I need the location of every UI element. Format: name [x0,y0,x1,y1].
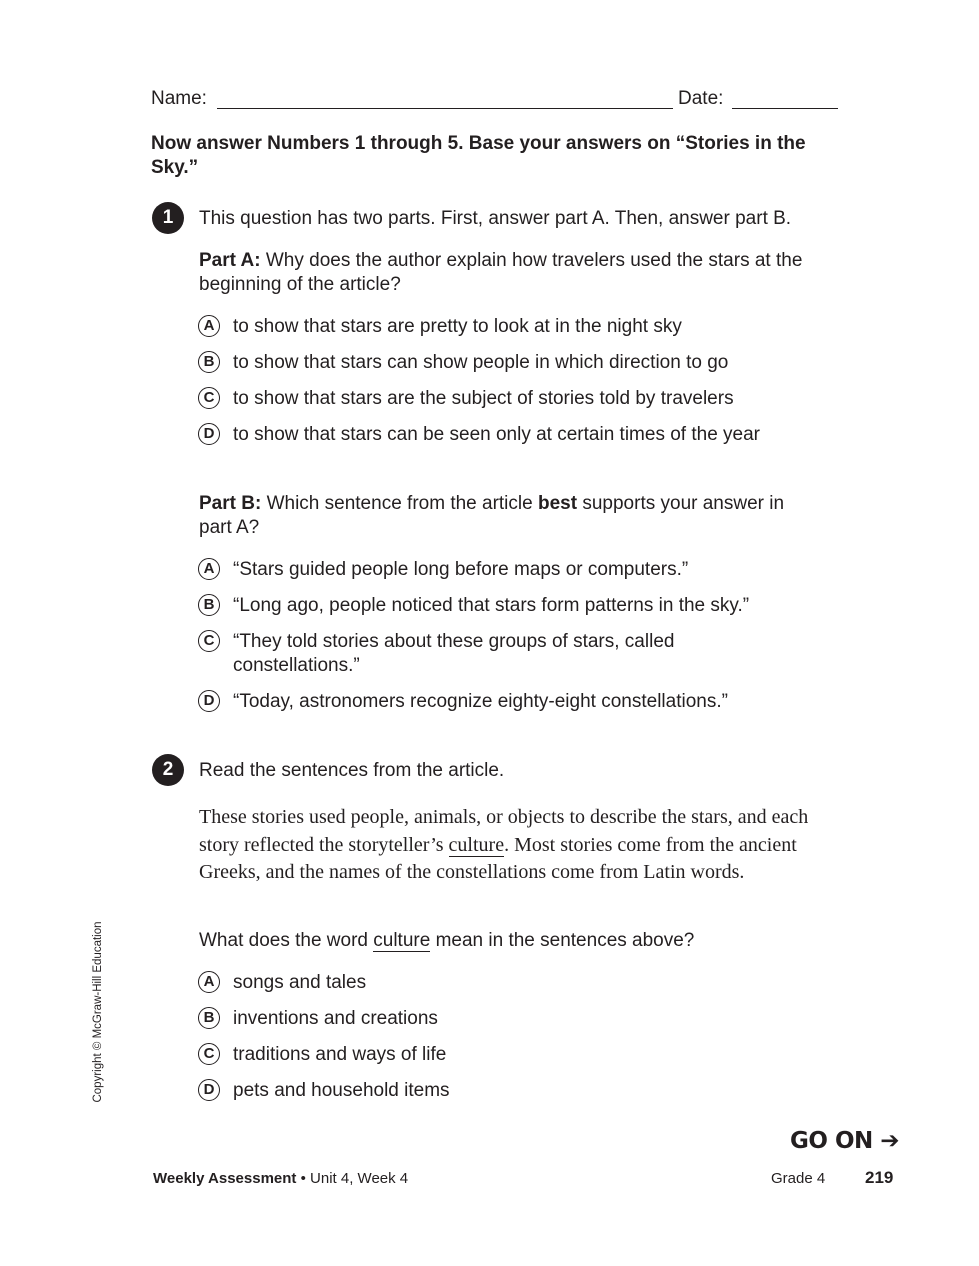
prompt-start: What does the word [199,930,368,951]
go-on-text: GO ON [790,1128,873,1154]
unit-week: Unit 4, Week 4 [310,1170,409,1187]
underlined-word: culture [448,833,505,856]
option-text: inventions and creations [233,1008,438,1029]
option-text: “They told stories about these groups of stars, called constellations.” [233,631,675,676]
q1b-option-a[interactable] [198,558,818,582]
option-text: “Long ago, people noticed that stars form patterns in the sky.” [233,595,750,616]
question-2-prompt [199,929,819,953]
answer-bubble-b[interactable]: B [198,594,220,616]
option-text: traditions and ways of life [233,1044,447,1065]
question-2-number: 2 [152,754,184,786]
q1b-option-b[interactable] [198,594,818,618]
question-1-part-b [199,492,819,540]
name-label: Name: [151,88,207,109]
part-b-question-start: Which sentence from the article [266,493,533,514]
q1a-option-b[interactable] [198,351,818,375]
q1b-option-c[interactable] [198,630,708,678]
q1b-option-d[interactable] [198,690,818,714]
answer-bubble-a[interactable]: A [198,971,220,993]
excerpt-start: These stories used people, animals, or objects to describe the stars, and each story reflected the storyteller’s [199,806,809,856]
underlined-word: culture [373,930,431,951]
answer-bubble-c[interactable]: C [198,387,220,409]
option-text: to show that stars are the subject of stories told by travelers [233,388,734,409]
option-text: to show that stars can show people in which direction to go [233,352,729,373]
q2-option-b[interactable] [198,1007,818,1031]
q1a-option-d[interactable] [198,423,818,447]
q1a-option-a[interactable] [198,315,818,339]
part-a-label: Part A: [199,250,261,271]
option-text: to show that stars can be seen only at certain times of the year [233,424,760,445]
excerpt-end: . Most stories come from the ancient Greeks, and the names of the constellations come from Latin words. [199,833,797,883]
article-excerpt [199,804,809,887]
page-number: 219 [865,1168,894,1187]
answer-bubble-c[interactable]: C [198,1043,220,1065]
option-text: to show that stars are pretty to look at in the night sky [233,316,682,337]
part-b-question-end: supports your answer in part A? [199,493,785,538]
answer-bubble-d[interactable]: D [198,423,220,445]
question-1-part-a [199,249,819,297]
answer-bubble-b[interactable]: B [198,1007,220,1029]
answer-bubble-b[interactable]: B [198,351,220,373]
part-a-question: Why does the author explain how travelers used the stars at the beginning of the article? [199,250,803,295]
copyright-notice: Copyright © McGraw-Hill Education [92,921,104,1103]
date-field[interactable] [732,108,838,109]
name-field[interactable] [217,108,673,109]
answer-bubble-d[interactable]: D [198,1079,220,1101]
option-text: pets and household items [233,1080,450,1101]
question-1-number: 1 [152,202,184,234]
answer-bubble-a[interactable]: A [198,315,220,337]
separator: • [300,1170,306,1187]
option-text: songs and tales [233,972,367,993]
q2-option-a[interactable] [198,971,818,995]
question-1-intro: This question has two parts. First, answer part A. Then, answer part B. [199,208,792,229]
right-arrow-icon: ➔ [880,1128,900,1154]
assessment-title: Weekly Assessment [153,1170,297,1187]
answer-bubble-c[interactable]: C [198,630,220,652]
part-b-emphasis: best [537,493,578,514]
date-label: Date: [678,88,724,109]
instructions: Now answer Numbers 1 through 5. Base your answers on “Stories in the Sky.” [151,133,806,178]
option-text: “Stars guided people long before maps or computers.” [233,559,689,580]
q2-option-d[interactable] [198,1079,818,1103]
prompt-end: mean in the sentences above? [435,930,695,951]
go-on-indicator [790,1128,899,1154]
q1a-option-c[interactable] [198,387,818,411]
option-text: “Today, astronomers recognize eighty-eight constellations.” [233,691,728,712]
part-b-label: Part B: [199,493,262,514]
answer-bubble-d[interactable]: D [198,690,220,712]
question-2-intro: Read the sentences from the article. [199,760,505,781]
q2-option-c[interactable] [198,1043,818,1067]
name-date-header [151,88,839,112]
footer-assessment-info [153,1170,408,1187]
grade-label: Grade 4 [771,1170,826,1187]
answer-bubble-a[interactable]: A [198,558,220,580]
